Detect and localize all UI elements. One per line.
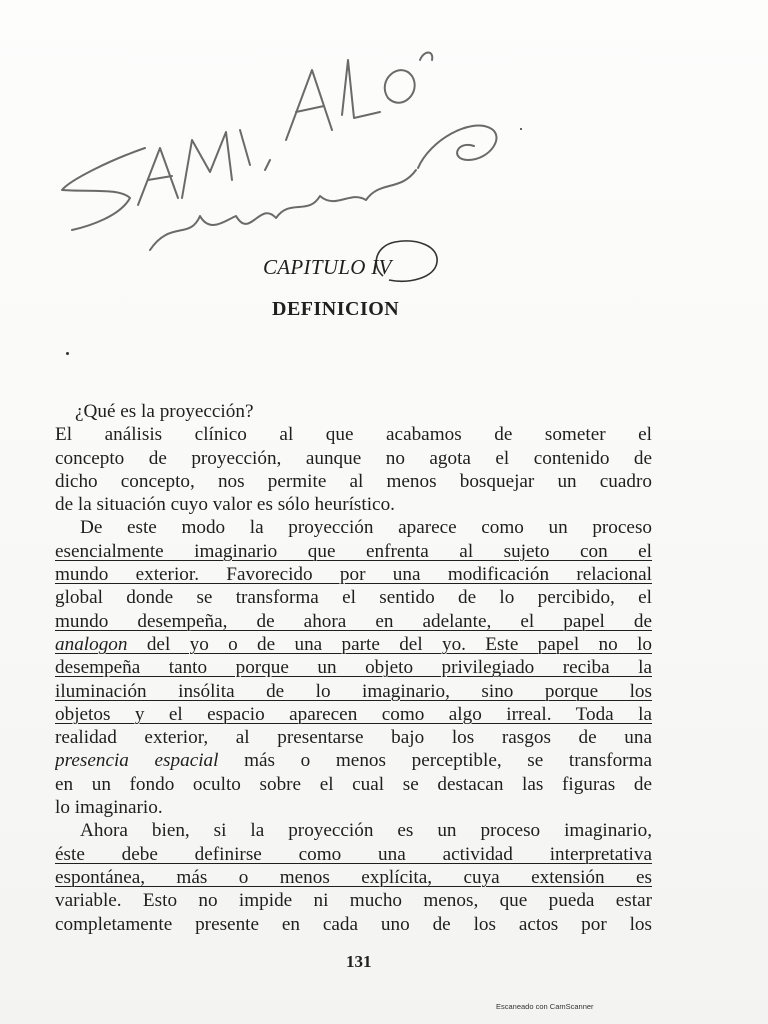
text-line: De este modo la proyección aparece como un proceso (80, 517, 652, 539)
text-line: espontánea, más o menos explícita, cuya extensión es (55, 866, 652, 888)
text-line: realidad exterior, al presentarse bajo los rasgos de una (55, 727, 652, 749)
text-line: completamente presente en cada uno de los actos por los (55, 913, 652, 935)
text-line: mundo exterior. Favorecido por una modificación relacional (55, 564, 652, 586)
text-line: desempeña tanto porque un objeto privilegiado reciba la (55, 657, 652, 679)
text-line: mundo desempeña, de ahora en adelante, el papel de (55, 610, 652, 632)
text-line: objetos y el espacio aparecen como algo irreal. Toda la (55, 703, 652, 725)
text-line: dicho concepto, nos permite al menos bosquejar un cuadro (55, 470, 652, 492)
chapter-title: DEFINICION (272, 298, 400, 320)
text-line: éste debe definirse como una actividad interpretativa (55, 843, 652, 865)
chapter-label: CAPITULO IV (263, 255, 392, 279)
handwritten-signature (50, 20, 510, 260)
text-line: El análisis clínico al que acabamos de someter el (55, 424, 652, 446)
scanner-watermark: Escaneado con CamScanner (496, 1002, 594, 1011)
text-line: esencialmente imaginario que enfrenta al sujeto con el (55, 540, 652, 562)
text-line: global donde se transforma el sentido de lo percibido, el (55, 587, 652, 609)
text-line: concepto de proyección, aunque no agota el contenido de (55, 447, 652, 469)
text-line: variable. Esto no impide ni mucho menos, que pueda estar (55, 890, 652, 912)
page-number: 131 (346, 952, 372, 971)
italic-term: presencia espacial (55, 750, 219, 772)
text-line: Ahora bien, si la proyección es un proceso imaginario, (80, 820, 652, 842)
scan-speck (520, 128, 522, 130)
italic-term: analogon (55, 633, 128, 655)
text-line: en un fondo oculto sobre el cual se destacan las figuras de (55, 773, 652, 795)
text-line: iluminación insólita de lo imaginario, sino porque los (55, 680, 652, 702)
text-line: de la situación cuyo valor es sólo heurístico. (55, 494, 395, 516)
text-line: presencia espacial más o menos perceptible, se transforma (55, 750, 652, 772)
scan-speck (66, 352, 69, 355)
text-line: analogon del yo o de una parte del yo. Este papel no lo (55, 633, 652, 655)
body-text (55, 400, 652, 936)
text-line: lo imaginario. (55, 797, 163, 819)
text-line: ¿Qué es la proyección? (75, 401, 254, 422)
